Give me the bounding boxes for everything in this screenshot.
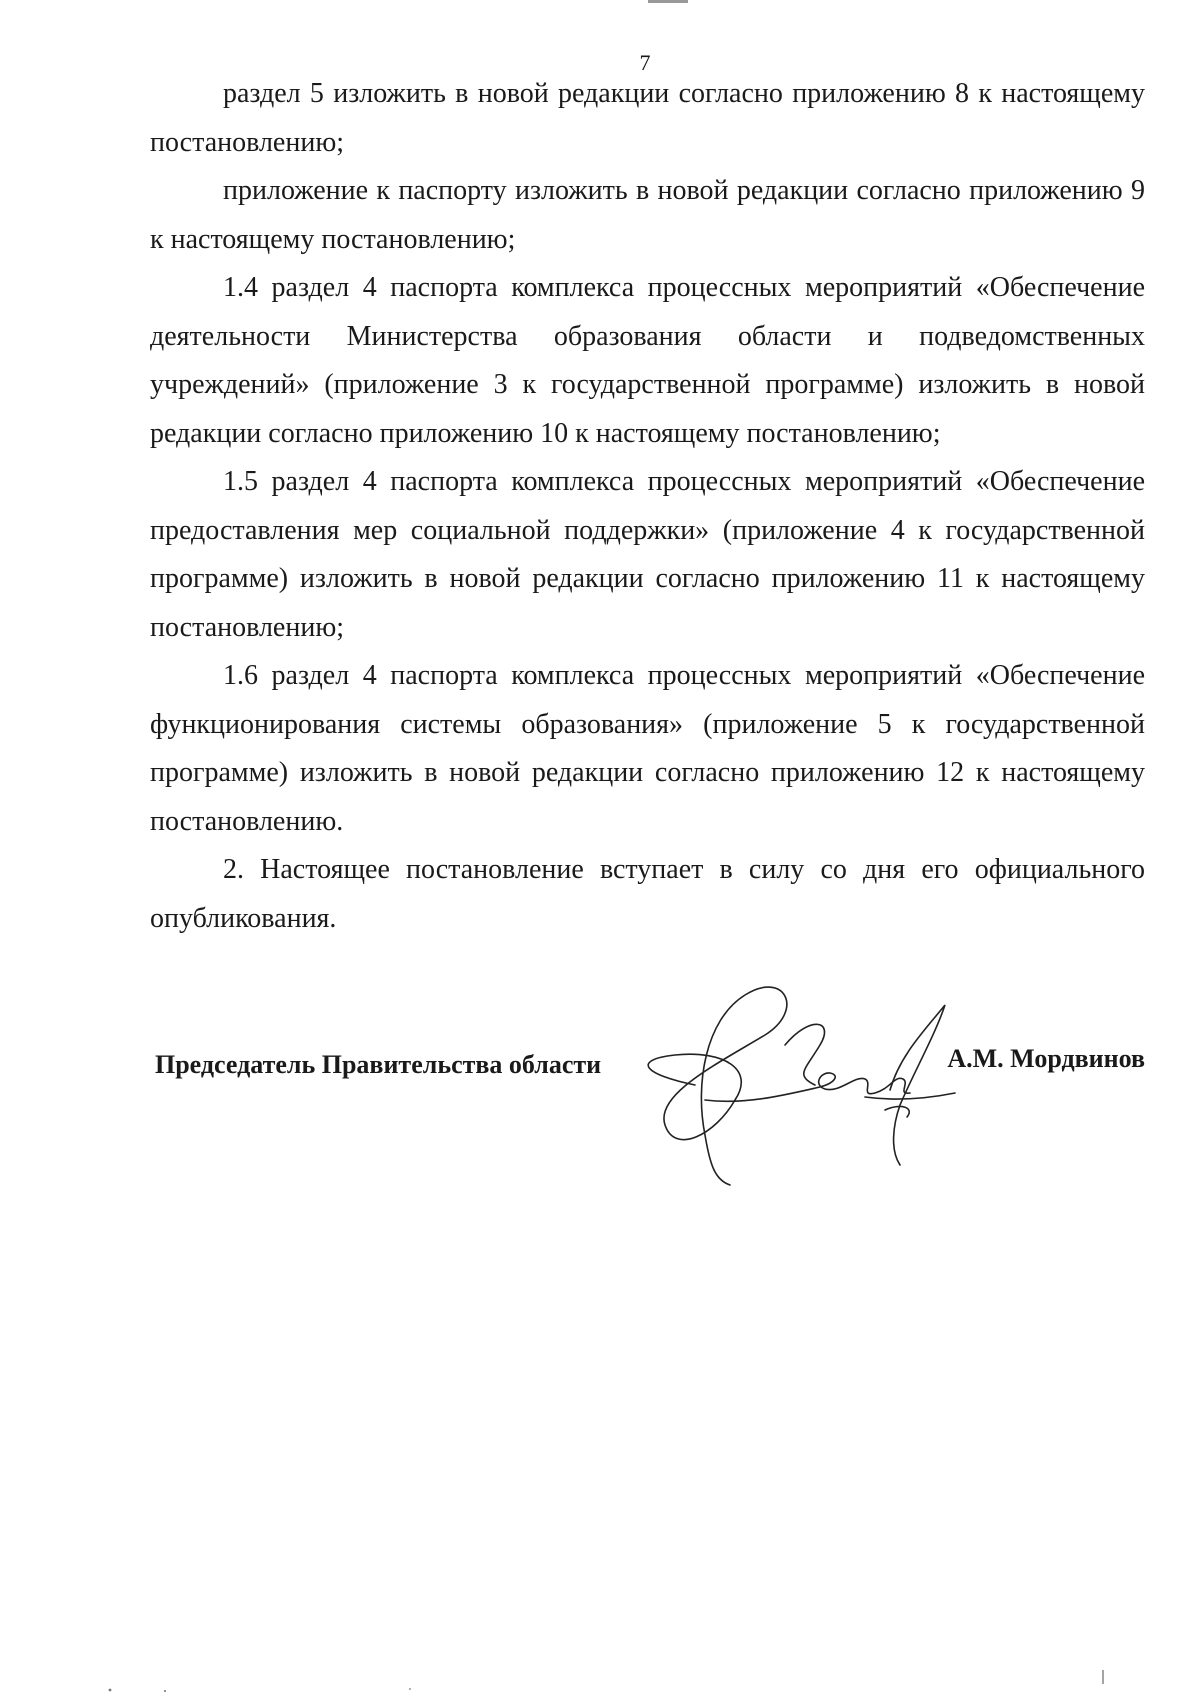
signer-title: Председатель Правительства области (155, 1050, 602, 1079)
paragraph-1-5: 1.5 раздел 4 паспорта комплекса процессных мероприятий «Обеспечение предоставления мер социальной поддержки» (приложение 4 к государственной программе) изложить в новой редакции согласно приложению 11 к настоящему постановлению; (150, 466, 1145, 643)
handwritten-signature (635, 975, 965, 1195)
signer-name: А.М. Мордвинов (947, 1044, 1145, 1073)
paragraph-2-effective: 2. Настоящее постановление вступает в силу со дня его официального опубликования. (150, 854, 1145, 934)
scan-artifacts (0, 1670, 1200, 1697)
paragraph-1-4: 1.4 раздел 4 паспорта комплекса процессных мероприятий «Обеспечение деятельности Министерства образования области и подведомственных учреждений» (приложение 3 к государственной программе) изложить в новой редакции согласно приложению 10 к настоящему постановлению; (150, 272, 1145, 449)
paragraph-passport-appendix: приложение к паспорту изложить в новой редакции согласно приложению 9 к настоящему постановлению; (150, 175, 1145, 255)
paragraph-section-5: раздел 5 изложить в новой редакции согласно приложению 8 к настоящему постановлению; (150, 78, 1145, 158)
page-number: 7 (639, 50, 651, 75)
paragraph-1-6: 1.6 раздел 4 паспорта комплекса процессных мероприятий «Обеспечение функционирования системы образования» (приложение 5 к государственной программе) изложить в новой редакции согласно приложению 12 к настоящему постановлению. (150, 660, 1145, 837)
scan-mark (648, 0, 688, 3)
document-body (150, 70, 1145, 943)
